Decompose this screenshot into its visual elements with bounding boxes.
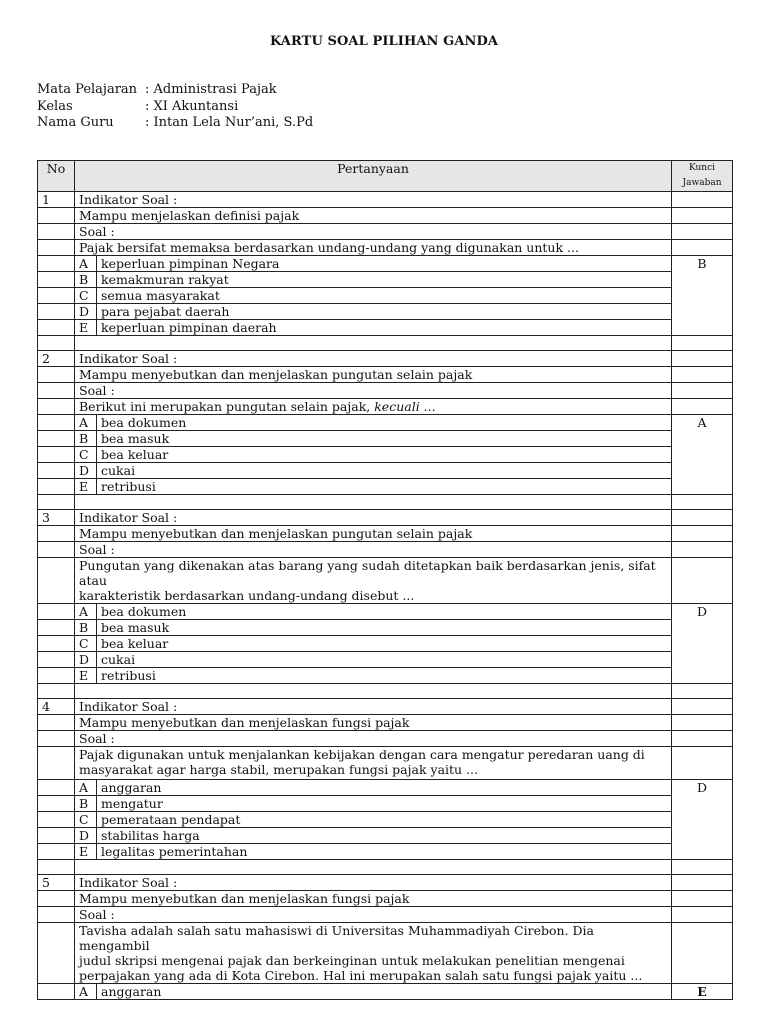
empty-cell bbox=[672, 860, 733, 875]
page-title: KARTU SOAL PILIHAN GANDA bbox=[269, 34, 499, 49]
question-table bbox=[37, 160, 733, 1000]
option-letter: D bbox=[75, 828, 97, 844]
empty-cell bbox=[672, 240, 733, 256]
empty-cell bbox=[38, 320, 75, 336]
option-row bbox=[38, 828, 733, 844]
option-row bbox=[38, 620, 733, 636]
answer-key: A bbox=[672, 415, 733, 495]
question-text: Pajak bersifat memaksa berdasarkan undang-undang yang digunakan untuk ... bbox=[75, 240, 672, 256]
empty-cell bbox=[672, 542, 733, 558]
soal-label: Soal : bbox=[75, 224, 672, 240]
empty-cell bbox=[38, 288, 75, 304]
empty-cell bbox=[38, 923, 75, 984]
empty-cell bbox=[672, 907, 733, 923]
empty-cell bbox=[38, 256, 75, 272]
empty-cell bbox=[38, 907, 75, 923]
empty-cell bbox=[38, 367, 75, 383]
question-number: 3 bbox=[38, 510, 75, 526]
spacer-row bbox=[38, 684, 733, 699]
table-row bbox=[38, 224, 733, 240]
option-letter: A bbox=[75, 604, 97, 620]
option-row bbox=[38, 447, 733, 463]
option-row bbox=[38, 415, 733, 431]
empty-cell bbox=[38, 272, 75, 288]
option-text: bea dokumen bbox=[97, 604, 672, 620]
empty-cell bbox=[38, 336, 75, 351]
empty-cell bbox=[672, 224, 733, 240]
option-text: kemakmuran rakyat bbox=[97, 272, 672, 288]
empty-cell bbox=[38, 652, 75, 668]
indicator-label: Indikator Soal : bbox=[75, 192, 672, 208]
option-letter: C bbox=[75, 288, 97, 304]
question-text bbox=[75, 558, 672, 604]
table-row bbox=[38, 208, 733, 224]
option-row bbox=[38, 812, 733, 828]
option-letter: A bbox=[75, 984, 97, 1000]
option-letter: E bbox=[75, 668, 97, 684]
answer-key: D bbox=[672, 604, 733, 684]
indicator-label: Indikator Soal : bbox=[75, 351, 672, 367]
empty-cell bbox=[672, 336, 733, 351]
empty-cell bbox=[38, 240, 75, 256]
empty-cell bbox=[38, 984, 75, 1000]
meta-value: : XI Akuntansi bbox=[145, 98, 239, 114]
answer-key: E bbox=[672, 984, 733, 1000]
empty-cell bbox=[38, 891, 75, 907]
empty-cell bbox=[38, 415, 75, 431]
table-row bbox=[38, 715, 733, 731]
option-row bbox=[38, 463, 733, 479]
empty-cell bbox=[672, 875, 733, 891]
indicator-text: Mampu menyebutkan dan menjelaskan fungsi pajak bbox=[75, 891, 672, 907]
indicator-text: Mampu menyebutkan dan menjelaskan fungsi pajak bbox=[75, 715, 672, 731]
option-letter: B bbox=[75, 796, 97, 812]
option-text: legalitas pemerintahan bbox=[97, 844, 672, 860]
empty-cell bbox=[38, 828, 75, 844]
empty-cell bbox=[672, 715, 733, 731]
empty-cell bbox=[38, 399, 75, 415]
option-row bbox=[38, 431, 733, 447]
question-line: karakteristik berdasarkan undang-undang disebut ... bbox=[79, 588, 415, 603]
indicator-label: Indikator Soal : bbox=[75, 875, 672, 891]
spacer-row bbox=[38, 860, 733, 875]
option-row bbox=[38, 304, 733, 320]
table-row bbox=[38, 399, 733, 415]
header-no: No bbox=[38, 161, 75, 192]
option-letter: D bbox=[75, 652, 97, 668]
soal-label: Soal : bbox=[75, 542, 672, 558]
header-question: Pertanyaan bbox=[75, 161, 672, 192]
option-text: bea dokumen bbox=[97, 415, 672, 431]
option-letter: B bbox=[75, 431, 97, 447]
option-letter: D bbox=[75, 304, 97, 320]
empty-cell bbox=[672, 558, 733, 604]
meta-subject bbox=[37, 82, 313, 99]
option-text: pemerataan pendapat bbox=[97, 812, 672, 828]
meta-label: Nama Guru bbox=[37, 115, 114, 130]
empty-cell bbox=[38, 558, 75, 604]
indicator-label: Indikator Soal : bbox=[75, 510, 672, 526]
option-row bbox=[38, 479, 733, 495]
option-letter: E bbox=[75, 479, 97, 495]
option-letter: E bbox=[75, 844, 97, 860]
meta-label: Mata Pelajaran bbox=[37, 82, 138, 97]
empty-cell bbox=[38, 780, 75, 796]
option-row bbox=[38, 320, 733, 336]
option-letter: D bbox=[75, 463, 97, 479]
table-row bbox=[38, 907, 733, 923]
question-line: Pajak digunakan untuk menjalankan kebijakan dengan cara mengatur peredaran uang di bbox=[79, 747, 645, 762]
table-row bbox=[38, 699, 733, 715]
empty-cell bbox=[38, 715, 75, 731]
empty-cell bbox=[38, 495, 75, 510]
table-row bbox=[38, 192, 733, 208]
empty-cell bbox=[38, 304, 75, 320]
option-row bbox=[38, 636, 733, 652]
option-row bbox=[38, 984, 733, 1000]
table-row bbox=[38, 526, 733, 542]
empty-cell bbox=[38, 479, 75, 495]
empty-cell bbox=[38, 620, 75, 636]
answer-key: D bbox=[672, 780, 733, 860]
soal-label: Soal : bbox=[75, 731, 672, 747]
option-letter: A bbox=[75, 780, 97, 796]
indicator-text: Mampu menjelaskan definisi pajak bbox=[75, 208, 672, 224]
document-meta bbox=[37, 82, 313, 132]
empty-cell bbox=[672, 192, 733, 208]
soal-label: Soal : bbox=[75, 383, 672, 399]
option-row bbox=[38, 288, 733, 304]
option-text: anggaran bbox=[97, 984, 672, 1000]
empty-cell bbox=[38, 844, 75, 860]
question-line: Tavisha adalah salah satu mahasiswi di Universitas Muhammadiyah Cirebon. Dia mengambil bbox=[79, 923, 594, 953]
question-text-main: Berikut ini merupakan pungutan selain pajak, bbox=[79, 399, 371, 414]
empty-cell bbox=[38, 383, 75, 399]
empty-cell bbox=[75, 860, 672, 875]
table-row bbox=[38, 923, 733, 984]
empty-cell bbox=[75, 495, 672, 510]
empty-cell bbox=[38, 526, 75, 542]
option-text: semua masyarakat bbox=[97, 288, 672, 304]
option-letter: A bbox=[75, 415, 97, 431]
question-line: Pungutan yang dikenakan atas barang yang sudah ditetapkan baik berdasarkan jenis, sifat atau bbox=[79, 558, 656, 588]
question-line: perpajakan yang ada di Kota Cirebon. Hal ini merupakan salah satu fungsi pajak yaitu ... bbox=[79, 968, 643, 983]
empty-cell bbox=[672, 383, 733, 399]
option-text: bea masuk bbox=[97, 620, 672, 636]
meta-label: Kelas bbox=[37, 98, 73, 114]
empty-cell bbox=[672, 351, 733, 367]
table-row bbox=[38, 367, 733, 383]
empty-cell bbox=[672, 923, 733, 984]
question-line: masyarakat agar harga stabil, merupakan fungsi pajak yaitu ... bbox=[79, 762, 478, 777]
empty-cell bbox=[672, 684, 733, 699]
option-text: keperluan pimpinan daerah bbox=[97, 320, 672, 336]
question-line: judul skripsi mengenai pajak dan berkeinginan untuk melakukan penelitian mengenai bbox=[79, 953, 625, 968]
empty-cell bbox=[672, 510, 733, 526]
header-answer-key: Kunci Jawaban bbox=[672, 161, 733, 192]
option-text: cukai bbox=[97, 652, 672, 668]
empty-cell bbox=[672, 367, 733, 383]
option-row bbox=[38, 604, 733, 620]
table-row bbox=[38, 351, 733, 367]
empty-cell bbox=[38, 542, 75, 558]
question-text bbox=[75, 747, 672, 780]
empty-cell bbox=[672, 731, 733, 747]
question-number: 1 bbox=[38, 192, 75, 208]
spacer-row bbox=[38, 495, 733, 510]
spacer-row bbox=[38, 336, 733, 351]
question-number: 5 bbox=[38, 875, 75, 891]
empty-cell bbox=[38, 604, 75, 620]
empty-cell bbox=[672, 495, 733, 510]
option-text: anggaran bbox=[97, 780, 672, 796]
option-text: bea keluar bbox=[97, 447, 672, 463]
empty-cell bbox=[672, 699, 733, 715]
empty-cell bbox=[38, 684, 75, 699]
empty-cell bbox=[38, 224, 75, 240]
empty-cell bbox=[672, 399, 733, 415]
option-row bbox=[38, 652, 733, 668]
empty-cell bbox=[38, 796, 75, 812]
option-row bbox=[38, 780, 733, 796]
empty-cell bbox=[672, 208, 733, 224]
option-letter: C bbox=[75, 636, 97, 652]
option-row bbox=[38, 272, 733, 288]
option-text: keperluan pimpinan Negara bbox=[97, 256, 672, 272]
option-text: bea masuk bbox=[97, 431, 672, 447]
meta-value: : Administrasi Pajak bbox=[145, 82, 277, 97]
option-letter: B bbox=[75, 620, 97, 636]
empty-cell bbox=[75, 336, 672, 351]
empty-cell bbox=[38, 731, 75, 747]
option-text: retribusi bbox=[97, 479, 672, 495]
question-number: 2 bbox=[38, 351, 75, 367]
table-row bbox=[38, 558, 733, 604]
empty-cell bbox=[75, 684, 672, 699]
option-text: mengatur bbox=[97, 796, 672, 812]
table-row bbox=[38, 510, 733, 526]
table-row bbox=[38, 240, 733, 256]
table-row bbox=[38, 383, 733, 399]
empty-cell bbox=[672, 526, 733, 542]
empty-cell bbox=[38, 636, 75, 652]
option-letter: E bbox=[75, 320, 97, 336]
table-row bbox=[38, 891, 733, 907]
empty-cell bbox=[38, 668, 75, 684]
question-number: 4 bbox=[38, 699, 75, 715]
option-row bbox=[38, 796, 733, 812]
option-letter: A bbox=[75, 256, 97, 272]
option-letter: C bbox=[75, 812, 97, 828]
empty-cell bbox=[38, 431, 75, 447]
indicator-text: Mampu menyebutkan dan menjelaskan pungutan selain pajak bbox=[75, 367, 672, 383]
option-text: retribusi bbox=[97, 668, 672, 684]
option-text: para pejabat daerah bbox=[97, 304, 672, 320]
empty-cell bbox=[38, 463, 75, 479]
soal-label: Soal : bbox=[75, 907, 672, 923]
empty-cell bbox=[38, 812, 75, 828]
answer-key: B bbox=[672, 256, 733, 336]
option-text: cukai bbox=[97, 463, 672, 479]
meta-class bbox=[37, 99, 313, 116]
empty-cell bbox=[38, 747, 75, 780]
option-text: stabilitas harga bbox=[97, 828, 672, 844]
empty-cell bbox=[672, 891, 733, 907]
option-text: bea keluar bbox=[97, 636, 672, 652]
option-row bbox=[38, 844, 733, 860]
option-row bbox=[38, 256, 733, 272]
empty-cell bbox=[38, 860, 75, 875]
option-letter: C bbox=[75, 447, 97, 463]
table-row bbox=[38, 875, 733, 891]
table-row bbox=[38, 747, 733, 780]
table-row bbox=[38, 731, 733, 747]
question-text bbox=[75, 399, 672, 415]
indicator-text: Mampu menyebutkan dan menjelaskan pungutan selain pajak bbox=[75, 526, 672, 542]
option-row bbox=[38, 668, 733, 684]
empty-cell bbox=[38, 208, 75, 224]
table-row bbox=[38, 542, 733, 558]
meta-value: : Intan Lela Nur’ani, S.Pd bbox=[145, 115, 314, 130]
question-text-italic: kecuali ... bbox=[374, 399, 436, 414]
option-letter: B bbox=[75, 272, 97, 288]
empty-cell bbox=[672, 747, 733, 780]
empty-cell bbox=[38, 447, 75, 463]
meta-teacher bbox=[37, 115, 313, 132]
table-header-row bbox=[38, 161, 733, 192]
question-text bbox=[75, 923, 672, 984]
indicator-label: Indikator Soal : bbox=[75, 699, 672, 715]
